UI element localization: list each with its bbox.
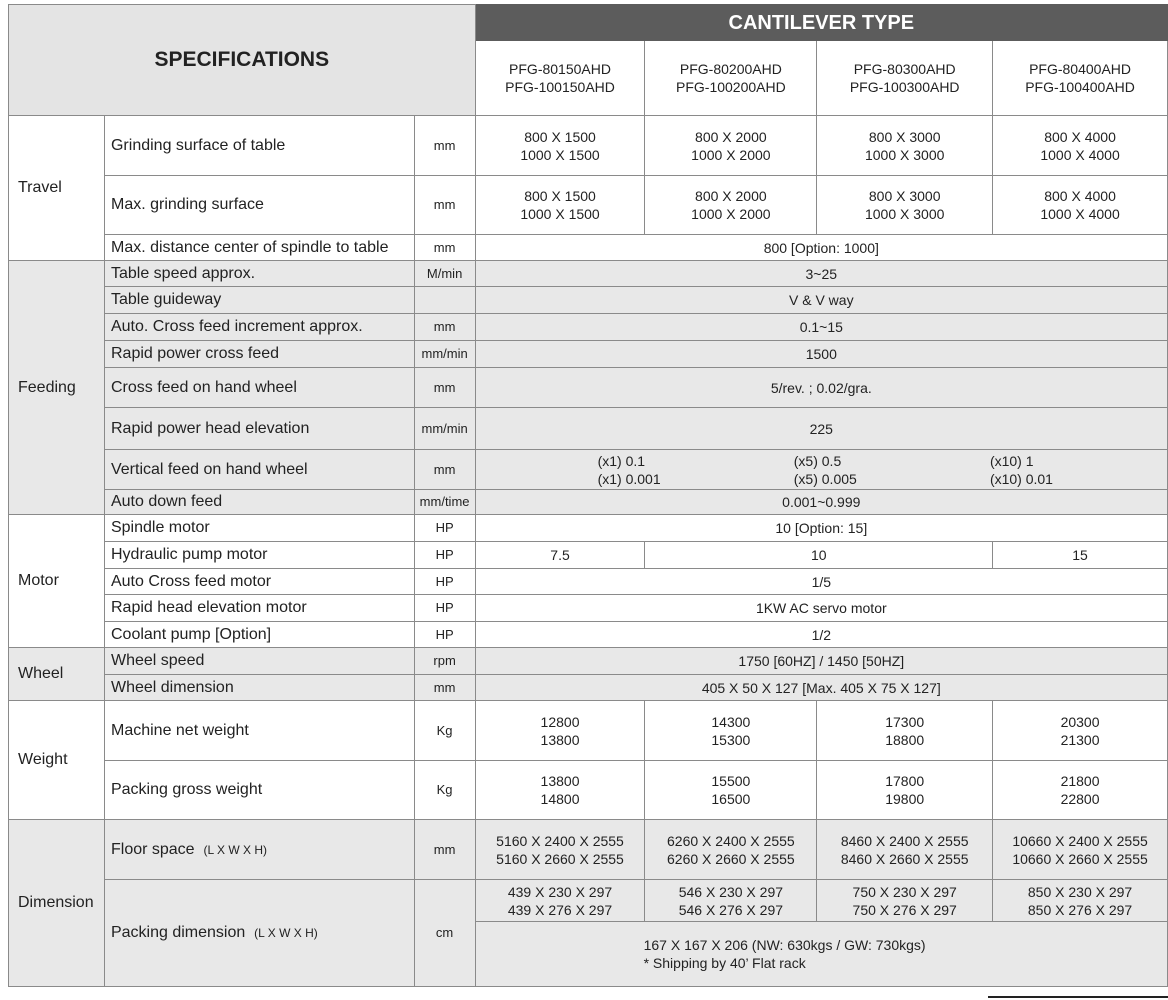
row-unit: mm [414,450,475,490]
row-label: Auto. Cross feed increment approx. [104,314,414,341]
row-unit: mm/min [414,408,475,450]
spec-table [8,4,1168,987]
model-col-4: PFG-80400AHD PFG-100400AHD [993,41,1168,116]
value-cell: V & V way [475,287,1167,314]
value-cell: 1500 [475,341,1167,368]
row-unit: mm [414,235,475,261]
value-cell: 15500 16500 [645,761,817,820]
value-cell: 1750 [60HZ] / 1450 [50HZ] [475,648,1167,675]
row-unit: M/min [414,261,475,287]
value-cell: 800 [Option: 1000] [475,235,1167,261]
value-cell: 850 X 230 X 297 850 X 276 X 297 [993,880,1168,922]
row-label: Wheel dimension [104,675,414,701]
row-label: Spindle motor [104,515,414,542]
value-cell: 1KW AC servo motor [475,595,1167,622]
value-cell: 439 X 230 X 297 439 X 276 X 297 [475,880,645,922]
value-cell: 800 X 1500 1000 X 1500 [475,176,645,235]
vert-feed-x5: (x5) 0.5 (x5) 0.005 [793,452,857,487]
category-wheel: Wheel [9,648,105,701]
row-unit: HP [414,595,475,622]
vert-feed-x10: (x10) 1 (x10) 0.01 [989,452,1053,487]
value-cell: 13800 14800 [475,761,645,820]
value-cell: 17300 18800 [817,701,993,761]
value-cell: 800 X 4000 1000 X 4000 [993,116,1168,176]
row-label: Packing dimension (L X W X H) [104,880,414,987]
value-cell: 1/2 [475,622,1167,648]
value-cell: 6260 X 2400 X 2555 6260 X 2660 X 2555 [645,820,817,880]
value-cell: 800 X 4000 1000 X 4000 [993,176,1168,235]
value-cell [475,450,1167,490]
row-label: Rapid head elevation motor [104,595,414,622]
value-cell: 12800 13800 [475,701,645,761]
row-label: Auto down feed [104,490,414,515]
row-label: Max. grinding surface [104,176,414,235]
row-unit [414,287,475,314]
vert-feed-x1: (x1) 0.1 (x1) 0.001 [597,452,661,487]
model-col-2: PFG-80200AHD PFG-100200AHD [645,41,817,116]
row-unit: mm [414,820,475,880]
row-label: Table guideway [104,287,414,314]
category-weight: Weight [9,701,105,820]
footer-rule [988,996,1168,998]
value-cell: 10660 X 2400 X 2555 10660 X 2660 X 2555 [993,820,1168,880]
model-col-3: PFG-80300AHD PFG-100300AHD [817,41,993,116]
row-unit: mm/time [414,490,475,515]
value-cell: 10 [645,542,993,569]
category-travel: Travel [9,116,105,261]
specifications-title: SPECIFICATIONS [9,5,476,116]
row-unit: mm [414,116,475,176]
value-cell: 10 [Option: 15] [475,515,1167,542]
row-label: Wheel speed [104,648,414,675]
value-cell: 17800 19800 [817,761,993,820]
value-cell: 800 X 1500 1000 X 1500 [475,116,645,176]
row-unit: mm [414,176,475,235]
value-cell: 14300 15300 [645,701,817,761]
row-label: Coolant pump [Option] [104,622,414,648]
value-cell: 15 [993,542,1168,569]
row-unit: Kg [414,761,475,820]
row-label: Hydraulic pump motor [104,542,414,569]
row-unit: mm [414,368,475,408]
value-cell: 800 X 2000 1000 X 2000 [645,116,817,176]
value-cell: 800 X 2000 1000 X 2000 [645,176,817,235]
row-unit: mm [414,675,475,701]
row-label: Packing gross weight [104,761,414,820]
value-cell: 7.5 [475,542,645,569]
category-feeding: Feeding [9,261,105,515]
row-label: Grinding surface of table [104,116,414,176]
row-label: Machine net weight [104,701,414,761]
category-dimension: Dimension [9,820,105,987]
row-unit: HP [414,622,475,648]
value-cell: 3~25 [475,261,1167,287]
packing-note: 167 X 167 X 206 (NW: 630kgs / GW: 730kgs) * Shipping by 40’ Flat rack [475,922,1167,987]
row-label: Vertical feed on hand wheel [104,450,414,490]
row-unit: cm [414,880,475,987]
row-label: Floor space (L X W X H) [104,820,414,880]
row-unit: HP [414,515,475,542]
row-label: Rapid power head elevation [104,408,414,450]
row-label: Rapid power cross feed [104,341,414,368]
value-cell: 20300 21300 [993,701,1168,761]
value-cell: 546 X 230 X 297 546 X 276 X 297 [645,880,817,922]
row-unit: mm/min [414,341,475,368]
value-cell: 0.1~15 [475,314,1167,341]
model-col-1: PFG-80150AHD PFG-100150AHD [475,41,645,116]
row-unit: HP [414,569,475,595]
value-cell: 0.001~0.999 [475,490,1167,515]
value-cell: 5160 X 2400 X 2555 5160 X 2660 X 2555 [475,820,645,880]
value-cell: 405 X 50 X 127 [Max. 405 X 75 X 127] [475,675,1167,701]
value-cell: 225 [475,408,1167,450]
row-label: Auto Cross feed motor [104,569,414,595]
row-unit: Kg [414,701,475,761]
row-unit: HP [414,542,475,569]
row-label: Cross feed on hand wheel [104,368,414,408]
value-cell: 5/rev. ; 0.02/gra. [475,368,1167,408]
row-unit: rpm [414,648,475,675]
value-cell: 8460 X 2400 X 2555 8460 X 2660 X 2555 [817,820,993,880]
row-label: Max. distance center of spindle to table [104,235,414,261]
row-unit: mm [414,314,475,341]
value-cell: 750 X 230 X 297 750 X 276 X 297 [817,880,993,922]
value-cell: 800 X 3000 1000 X 3000 [817,176,993,235]
value-cell: 21800 22800 [993,761,1168,820]
cantilever-type-title: CANTILEVER TYPE [475,5,1167,41]
category-motor: Motor [9,515,105,648]
value-cell: 1/5 [475,569,1167,595]
row-label: Table speed approx. [104,261,414,287]
value-cell: 800 X 3000 1000 X 3000 [817,116,993,176]
